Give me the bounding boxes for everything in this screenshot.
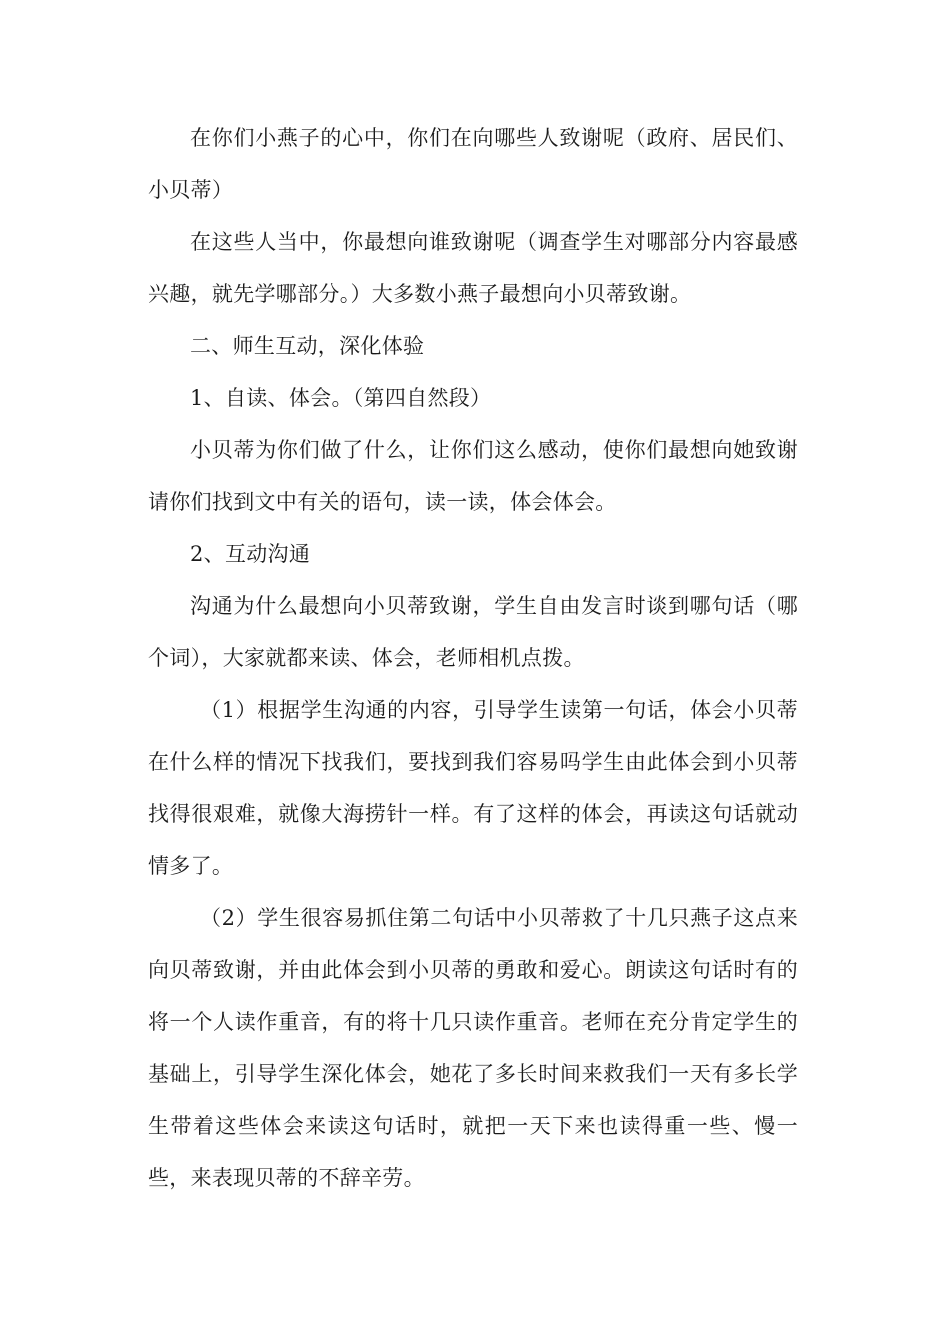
step-heading-1: 1、自读、体会。（第四自然段） bbox=[190, 386, 492, 410]
paragraph-point-1: （1）根据学生沟通的内容，引导学生读第一句话，体会小贝蒂在什么样的情况下找我们，要找到我们容易吗学生由此体会到小贝蒂找得很艰难，就像大海捞针一样。有了这样的体会，再读这句话就动情多了。 bbox=[148, 698, 798, 878]
paragraph-2: 在这些人当中，你最想向谁致谢呢（调查学生对哪部分内容最感兴趣，就先学哪部分。）大多数小燕子最想向小贝蒂致谢。 bbox=[148, 230, 798, 306]
step-heading-2: 2、互动沟通 bbox=[190, 542, 311, 566]
document-body bbox=[148, 112, 798, 1204]
paragraph-4: 沟通为什么最想向小贝蒂致谢，学生自由发言时谈到哪句话（哪个词），大家就都来读、体会，老师相机点拨。 bbox=[148, 594, 798, 670]
paragraph-point-2: （2）学生很容易抓住第二句话中小贝蒂救了十几只燕子这点来向贝蒂致谢，并由此体会到小贝蒂的勇敢和爱心。朗读这句话时有的将一个人读作重音，有的将十几只读作重音。老师在充分肯定学生的基础上，引导学生深化体会，她花了多长时间来救我们一天有多长学生带着这些体会来读这句话时，就把一天下来也读得重一些、慢一些，来表现贝蒂的不辞辛劳。 bbox=[148, 906, 798, 1190]
paragraph-3: 小贝蒂为你们做了什么，让你们这么感动，使你们最想向她致谢请你们找到文中有关的语句，读一读，体会体会。 bbox=[148, 438, 798, 514]
section-heading-2: 二、师生互动，深化体验 bbox=[190, 334, 425, 358]
paragraph-1: 在你们小燕子的心中，你们在向哪些人致谢呢（政府、居民们、小贝蒂） bbox=[148, 126, 798, 202]
